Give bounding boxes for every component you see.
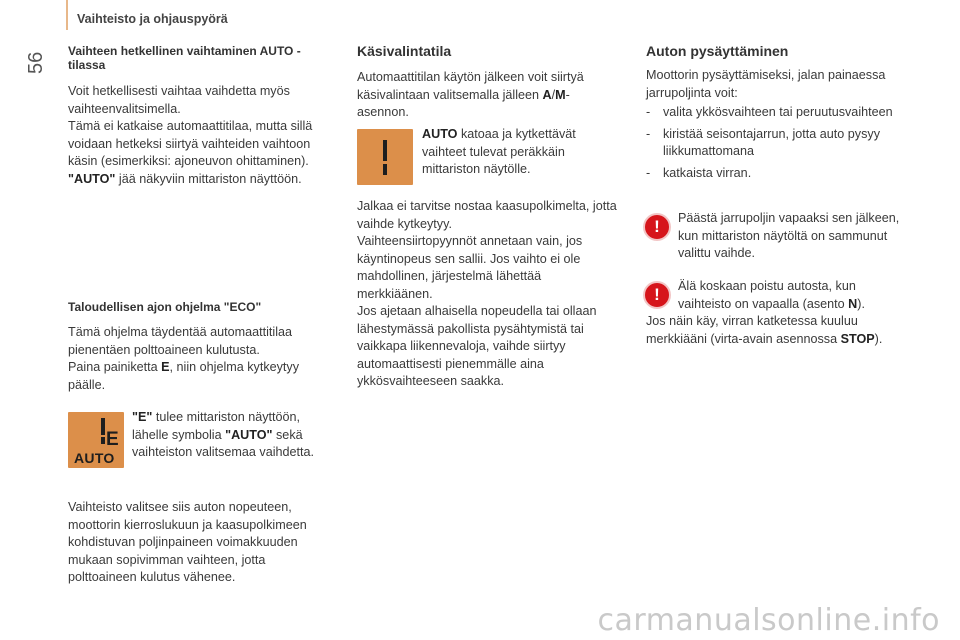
section-temporary-shift bbox=[68, 44, 330, 188]
eco-auto-display-icon bbox=[68, 412, 124, 468]
temporary-shift-paragraph-2: Tämä ei katkaise automaattitilaa, mutta sillä voidaan hetkeksi siirtyä vaihteiden vaihtoon käsin (esimerkiksi: ajoneuvon ohittaminen). bbox=[68, 119, 313, 168]
section-stopping-vehicle bbox=[646, 42, 914, 182]
gear-selection-paragraph: Vaihteisto valitsee siis auton nopeuteen, moottorin kierroslukuun ja kaasupolkimeen kohdistuvan poljinpaineen voimakkuuden mukaan sopivimman vaihteen, jotta polttoaineen kulutus vähenee. bbox=[68, 500, 307, 584]
temporary-shift-paragraph-3: "AUTO" jää näkyviin mittariston näyttöön. bbox=[68, 171, 302, 186]
page-number: 56 bbox=[25, 51, 47, 74]
eco-paragraph-1: Tämä ohjelma täydentää automaattitilaa pienentäen polttoaineen kulutusta. bbox=[68, 325, 293, 357]
eco-e-letter: E bbox=[106, 429, 119, 450]
stopping-intro: Moottorin pysäyttämiseksi, jalan painaessa jarrupoljinta voit: bbox=[646, 68, 886, 100]
eco-display-note: "E" tulee mittariston näyttöön, lähelle symbolia "AUTO" sekä vaihteiston valitsemaa vaihdetta. bbox=[132, 410, 315, 459]
stopping-list bbox=[646, 104, 914, 182]
eco-paragraph-2: Paina painiketta E, niin ohjelma kytkeytyy päälle. bbox=[68, 360, 300, 392]
warning-note-2-continuation: Jos näin käy, virran katketessa kuuluu merkkiääni (virta-avain asennossa STOP). bbox=[646, 314, 883, 346]
list-item: - kiristää seisontajarrun, jotta auto pysyy liikkumattomana bbox=[646, 126, 914, 161]
section-eco bbox=[68, 300, 330, 394]
header-accent-bar bbox=[66, 0, 68, 30]
watermark: carmanualsonline.info bbox=[597, 603, 940, 638]
manual-mode-paragraph-1: Automaattitilan käytön jälkeen voit siirtyä käsivalintaan valitsemalla jälleen A/M-asennon. bbox=[357, 70, 584, 119]
auto-label: "AUTO" bbox=[68, 171, 116, 186]
manual-mode-heading: Käsivalintatila bbox=[357, 43, 452, 59]
manual-mode-note: AUTO katoaa ja kytkettävät vaihteet tulevat peräkkäin mittariston näytölle. bbox=[422, 127, 576, 176]
temporary-shift-paragraph-1: Voit hetkellisesti vaihtaa vaihdetta myös vaihteenvalitsimella. bbox=[68, 84, 290, 116]
list-item: - katkaista virran. bbox=[646, 165, 914, 183]
manual-mode-paragraph-3: Vaihteensiirtopyynnöt annetaan vain, jos käyntinopeus sen sallii. Jos vaihto ei ole mahdollinen, järjestelmä lähettää merkkiäänen. bbox=[357, 234, 583, 301]
warning-icon: ! bbox=[643, 281, 671, 309]
gear-one-icon bbox=[357, 129, 413, 185]
warning-icon: ! bbox=[643, 213, 671, 241]
section-manual-mode bbox=[357, 42, 619, 122]
auto-text: AUTO bbox=[74, 450, 115, 466]
warning-note-2: Älä koskaan poistu autosta, kun vaihteisto on vapaalla (asento N). bbox=[678, 279, 865, 311]
eco-heading: Taloudellisen ajon ohjelma "ECO" bbox=[68, 300, 262, 314]
manual-mode-paragraph-4: Jos ajetaan alhaisella nopeudella tai ollaan lähestymässä pakollista pysähtymistä tai vaikkapa liikennevaloja, vaihde siirtyy automaattisesti pienemmälle aina ykkösvaihteeseen saakka. bbox=[357, 304, 597, 388]
manual-gear-display-icon bbox=[357, 129, 413, 185]
warning-note-1: Päästä jarrupoljin vapaaksi sen jälkeen, kun mittariston näytöltä on sammunut valittu vaihde. bbox=[678, 211, 900, 260]
manual-mode-details bbox=[357, 198, 619, 391]
list-item: - valita ykkösvaihteen tai peruutusvaihteen bbox=[646, 104, 914, 122]
page-header-title: Vaihteisto ja ohjauspyörä bbox=[77, 12, 228, 26]
manual-mode-paragraph-2: Jalkaa ei tarvitse nostaa kaasupolkimelta, jotta vaihde kytkeytyy. bbox=[357, 199, 617, 231]
stopping-heading: Auton pysäyttäminen bbox=[646, 43, 789, 59]
temporary-shift-heading: Vaihteen hetkellinen vaihtaminen AUTO - tilassa bbox=[68, 44, 301, 72]
